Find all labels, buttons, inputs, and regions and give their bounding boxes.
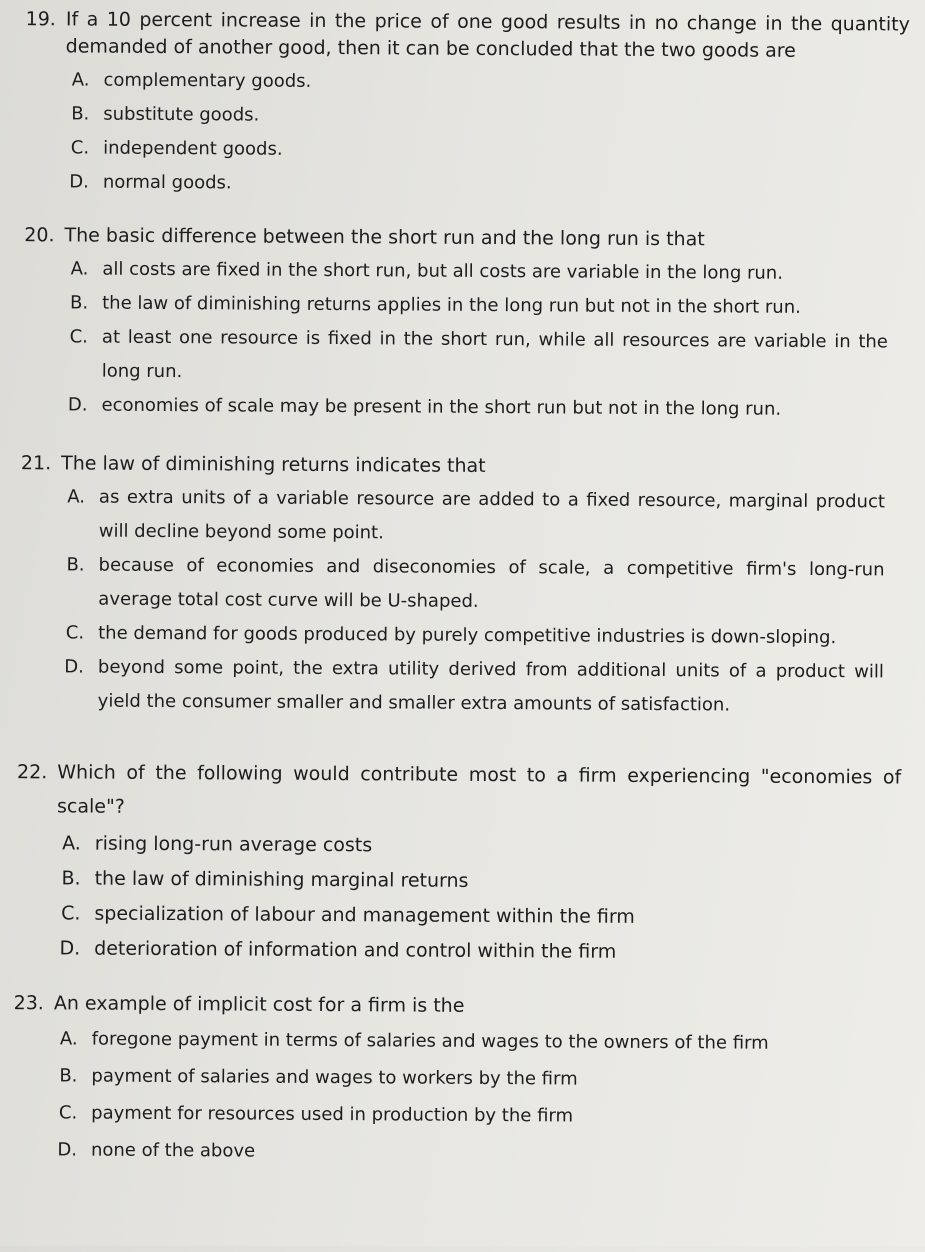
option-c xyxy=(8,320,908,393)
question-stem xyxy=(0,990,898,1022)
option-text: rising long-run average costs xyxy=(94,832,373,857)
option-list xyxy=(9,63,910,204)
question-23 xyxy=(0,990,898,1173)
option-letter: A. xyxy=(70,258,89,280)
option-d xyxy=(7,388,907,427)
option-b xyxy=(0,1057,898,1099)
option-text: payment for resources used in production by the firm xyxy=(91,1102,574,1127)
option-b xyxy=(4,548,904,621)
option-d xyxy=(0,1131,897,1173)
question-stem xyxy=(5,450,905,482)
option-text: specialization of labour and management within the firm xyxy=(94,902,635,928)
option-text: the law of diminishing marginal returns xyxy=(94,867,469,892)
option-letter: A. xyxy=(62,832,81,855)
option-text: foregone payment in terms of salaries and wages to the owners of the firm xyxy=(91,1028,769,1054)
option-letter: D. xyxy=(59,937,81,960)
option-list xyxy=(4,480,905,723)
option-letter: D. xyxy=(69,171,89,193)
option-a xyxy=(5,480,905,553)
question-number: 23. xyxy=(13,992,44,1015)
option-list xyxy=(0,826,901,971)
option-letter: C. xyxy=(65,622,85,644)
option-text: substitute goods. xyxy=(103,103,260,126)
question-number: 22. xyxy=(16,761,48,784)
option-text: because of economies and diseconomies of scale, a competitive firm's long-run average total cost curve will be U-shaped. xyxy=(98,554,885,612)
option-letter: C. xyxy=(70,137,90,159)
option-text: the demand for goods produced by purely competitive industries is down-sloping. xyxy=(98,622,837,649)
option-text: normal goods. xyxy=(102,171,232,194)
question-text: An example of implicit cost for a firm is the xyxy=(53,992,465,1017)
option-a xyxy=(9,63,909,102)
question-text: Which of the following would contribute most to a firm experiencing "economies of scale"? xyxy=(57,761,902,818)
option-text: at least one resource is fixed in the short run, while all resources are variable in the long run. xyxy=(101,326,888,383)
option-letter: A. xyxy=(67,486,86,508)
option-letter: C. xyxy=(58,1102,78,1124)
question-20 xyxy=(7,222,908,427)
option-text: independent goods. xyxy=(103,137,283,160)
option-d xyxy=(9,165,909,204)
option-text: deterioration of information and control within the firm xyxy=(94,937,617,963)
option-text: none of the above xyxy=(90,1139,256,1162)
option-d xyxy=(0,931,900,971)
question-text: If a 10 percent increase in the price of one good results in no change in the quantity demanded of another good, then it can be concluded that the two goods are xyxy=(65,8,910,62)
question-number: 21. xyxy=(20,452,52,475)
question-22 xyxy=(0,755,901,971)
option-letter: A. xyxy=(71,69,90,91)
question-stem xyxy=(10,6,910,65)
option-text: the law of diminishing returns applies in the long run but not in the short run. xyxy=(102,292,801,318)
question-stem xyxy=(1,755,901,828)
option-list xyxy=(7,252,908,427)
option-a xyxy=(0,1020,898,1062)
option-b xyxy=(8,286,908,325)
option-letter: A. xyxy=(59,1028,78,1050)
option-text: economies of scale may be present in the short run but not in the long run. xyxy=(101,394,782,420)
option-b xyxy=(9,97,909,136)
option-letter: B. xyxy=(59,1065,78,1087)
option-text: beyond some point, the extra utility derived from additional units of a product will yield the consumer smaller and smaller extra amounts of satisfaction. xyxy=(97,656,884,716)
question-number: 19. xyxy=(25,8,56,31)
option-letter: C. xyxy=(61,902,81,925)
question-21 xyxy=(4,450,906,723)
option-letter: D. xyxy=(57,1139,78,1161)
option-text: payment of salaries and wages to workers by the firm xyxy=(91,1065,578,1090)
option-c xyxy=(4,616,904,655)
option-a xyxy=(1,826,901,866)
option-text: as extra units of a variable resource are added to a fixed resource, marginal product will decline beyond some point. xyxy=(98,486,886,544)
option-c xyxy=(0,1094,897,1136)
question-number: 20. xyxy=(24,224,55,247)
option-letter: C. xyxy=(69,326,89,348)
option-letter: B. xyxy=(61,867,81,890)
option-letter: D. xyxy=(67,394,88,416)
option-letter: B. xyxy=(66,554,85,576)
option-letter: B. xyxy=(71,103,90,125)
question-text: The law of diminishing returns indicates that xyxy=(61,452,486,477)
option-c xyxy=(0,896,900,936)
question-19 xyxy=(9,6,910,204)
option-list xyxy=(0,1020,898,1173)
option-a xyxy=(8,252,908,291)
option-c xyxy=(9,131,909,170)
option-letter: D. xyxy=(64,656,84,678)
option-d xyxy=(4,650,904,723)
option-text: all costs are fixed in the short run, but all costs are variable in the long run. xyxy=(102,258,784,284)
option-text: complementary goods. xyxy=(103,69,312,92)
question-stem xyxy=(8,222,908,254)
option-letter: B. xyxy=(70,292,89,314)
question-text: The basic difference between the short run and the long run is that xyxy=(64,224,705,251)
option-b xyxy=(1,861,901,901)
